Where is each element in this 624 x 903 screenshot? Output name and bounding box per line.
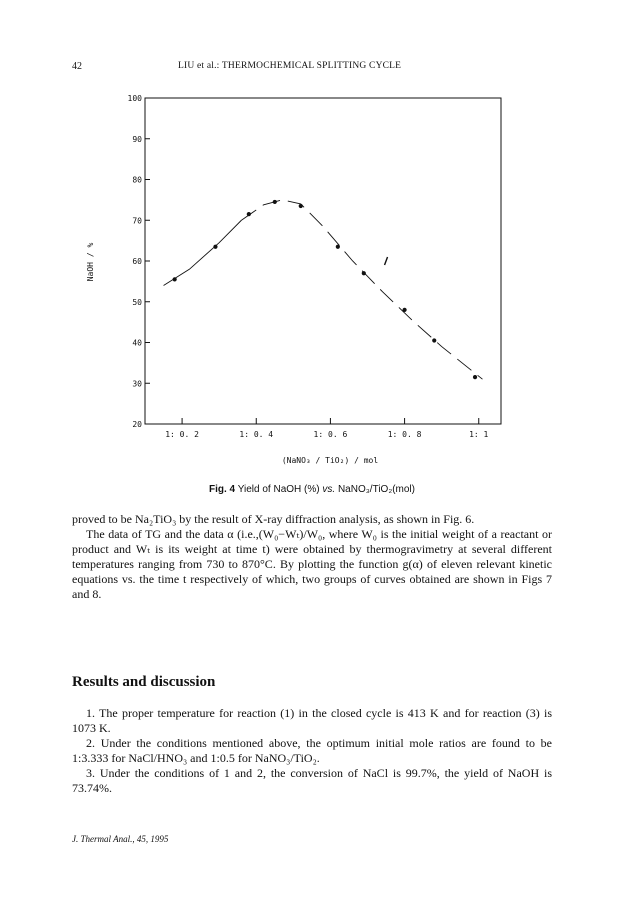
stray-mark [385,257,388,265]
x-tick-label: 1: 0. 8 [387,430,422,439]
y-tick-label: 70 [132,216,142,226]
paragraph-1: proved to be Na₂TiO₃ by the result of X-ray diffraction analysis, as shown in Fig. 6. [72,512,475,526]
y-tick-label: 80 [132,175,142,185]
x-tick-label: 1: 1 [469,430,489,439]
x-tick-label: 1: 0. 6 [313,430,348,439]
figure-caption [0,484,624,495]
caption-text-b: NaNO₃/TiO₂(mol) [335,484,415,495]
trend-curve [164,200,483,379]
data-point [432,338,436,342]
results-list [72,706,552,796]
data-point [273,200,277,204]
body-paragraphs [72,512,552,602]
x-axis [165,418,488,439]
caption-figure-number: Fig. 4 [209,484,236,495]
caption-vs: vs. [322,484,336,495]
y-tick-label: 100 [127,94,142,103]
page-number: 42 [72,61,82,72]
data-point [473,375,477,379]
y-tick-label: 50 [132,297,142,307]
y-tick-label: 30 [132,379,142,389]
y-tick-label: 60 [132,257,142,266]
result-item-1: 1. The proper temperature for reaction (1) in the closed cycle is 413 K and for reaction (3) is 1073 K. [72,706,552,735]
data-point [299,204,303,208]
data-point [173,277,177,281]
x-axis-label: (NaNO₃ / TiO₂) / mol [281,456,379,465]
trend-curve-solid [164,220,242,285]
data-point [402,308,406,312]
data-point [213,245,217,249]
running-head: LIU et al.: THERMOCHEMICAL SPLITTING CYCLE [178,61,402,71]
section-title: Results and discussion [72,674,216,690]
x-tick-label: 1: 0. 2 [165,430,199,439]
paragraph-2: The data of TG and the data α (i.e.,(W₀−Wₜ)/W₀, where W₀ is the initial weight of a reactant or product and Wₜ is its weight at time t) were obtained by thermogravimetry at several different temperatures ranging from 730 to 870°C. By plotting the function g(α) of eleven relevant kinetic equations vs. the time t respectively of which, two groups of curves obtained are shown in Figs 7 and 8. [72,527,552,601]
y-axis-label: NaOH / % [86,242,95,282]
trend-curve-dashed [241,200,482,379]
journal-footer: J. Thermal Anal., 45, 1995 [72,834,169,844]
y-axis [128,94,150,429]
data-point [336,245,340,249]
data-point [247,212,251,216]
y-tick-label: 90 [132,134,142,144]
caption-text-a: Yield of NaOH (%) [235,484,323,495]
y-tick-label: 20 [132,420,142,429]
result-item-3: 3. Under the conditions of 1 and 2, the conversion of NaCl is 99.7%, the yield of NaOH is 73.74%. [72,766,552,795]
data-point [362,271,366,275]
y-tick-label: 40 [132,338,142,348]
result-item-2: 2. Under the conditions mentioned above, the optimum initial mole ratios are found to be 1:3.333 for NaCl/HNO₃ and 1:0.5 for NaNO₃/TiO₂. [72,736,552,765]
data-points [173,200,478,379]
x-tick-label: 1: 0. 4 [239,430,274,439]
